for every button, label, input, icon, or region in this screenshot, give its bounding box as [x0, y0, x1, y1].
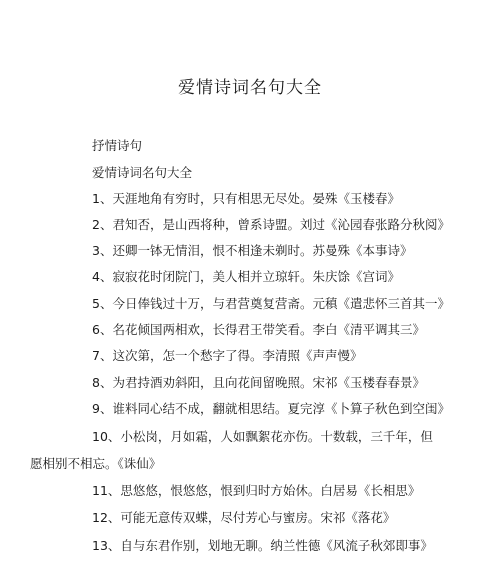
poem-line: 10、小松岗，月如霜，人如飘絮花亦伤。十数载，三千年，但 [92, 429, 433, 444]
poem-line: 11、思悠悠，恨悠悠，恨到归时方始休。白居易《长相思》 [92, 483, 421, 498]
page-title: 爱情诗词名句大全 [178, 78, 322, 98]
poem-line: 6、名花倾国两相欢，长得君王带笑看。李白《清平调其三》 [92, 322, 425, 337]
poem-line: 4、寂寂花时闭院门，美人相并立琼轩。朱庆馀《宫词》 [92, 269, 400, 284]
poem-line: 12、可能无意传双蝶，尽付芳心与蜜房。宋祁《落花》 [92, 510, 396, 525]
poem-line: 13、自与东君作别，划地无聊。纳兰性德《风流子秋郊即事》 [92, 538, 433, 553]
poem-line: 7、这次第，怎一个愁字了得。李清照《声声慢》 [92, 348, 363, 363]
poem-line: 1、天涯地角有穷时，只有相思无尽处。晏殊《玉楼春》 [92, 191, 400, 206]
section-heading: 抒情诗句 [92, 138, 143, 153]
poem-line: 2、君知否，是山西将种，曾系诗盟。刘过《沁园春张路分秋阅》 [92, 217, 450, 232]
poem-line: 9、谁料同心结不成，翻就相思结。夏完淳《卜算子秋色到空闺》 [92, 401, 450, 416]
poem-line: 5、今日俸钱过十万，与君营奠复营斋。元稹《遣悲怀三首其一》 [92, 296, 450, 311]
poem-line: 3、还卿一钵无情泪，恨不相逢未剃时。苏曼殊《本事诗》 [92, 243, 413, 258]
poem-line-continuation: 愿相别不相忘。《诛仙》 [30, 456, 162, 471]
poem-line: 8、为君持酒劝斜阳，且向花间留晚照。宋祁《玉楼春春景》 [92, 375, 425, 390]
document-subtitle: 爱情诗词名句大全 [92, 165, 193, 180]
